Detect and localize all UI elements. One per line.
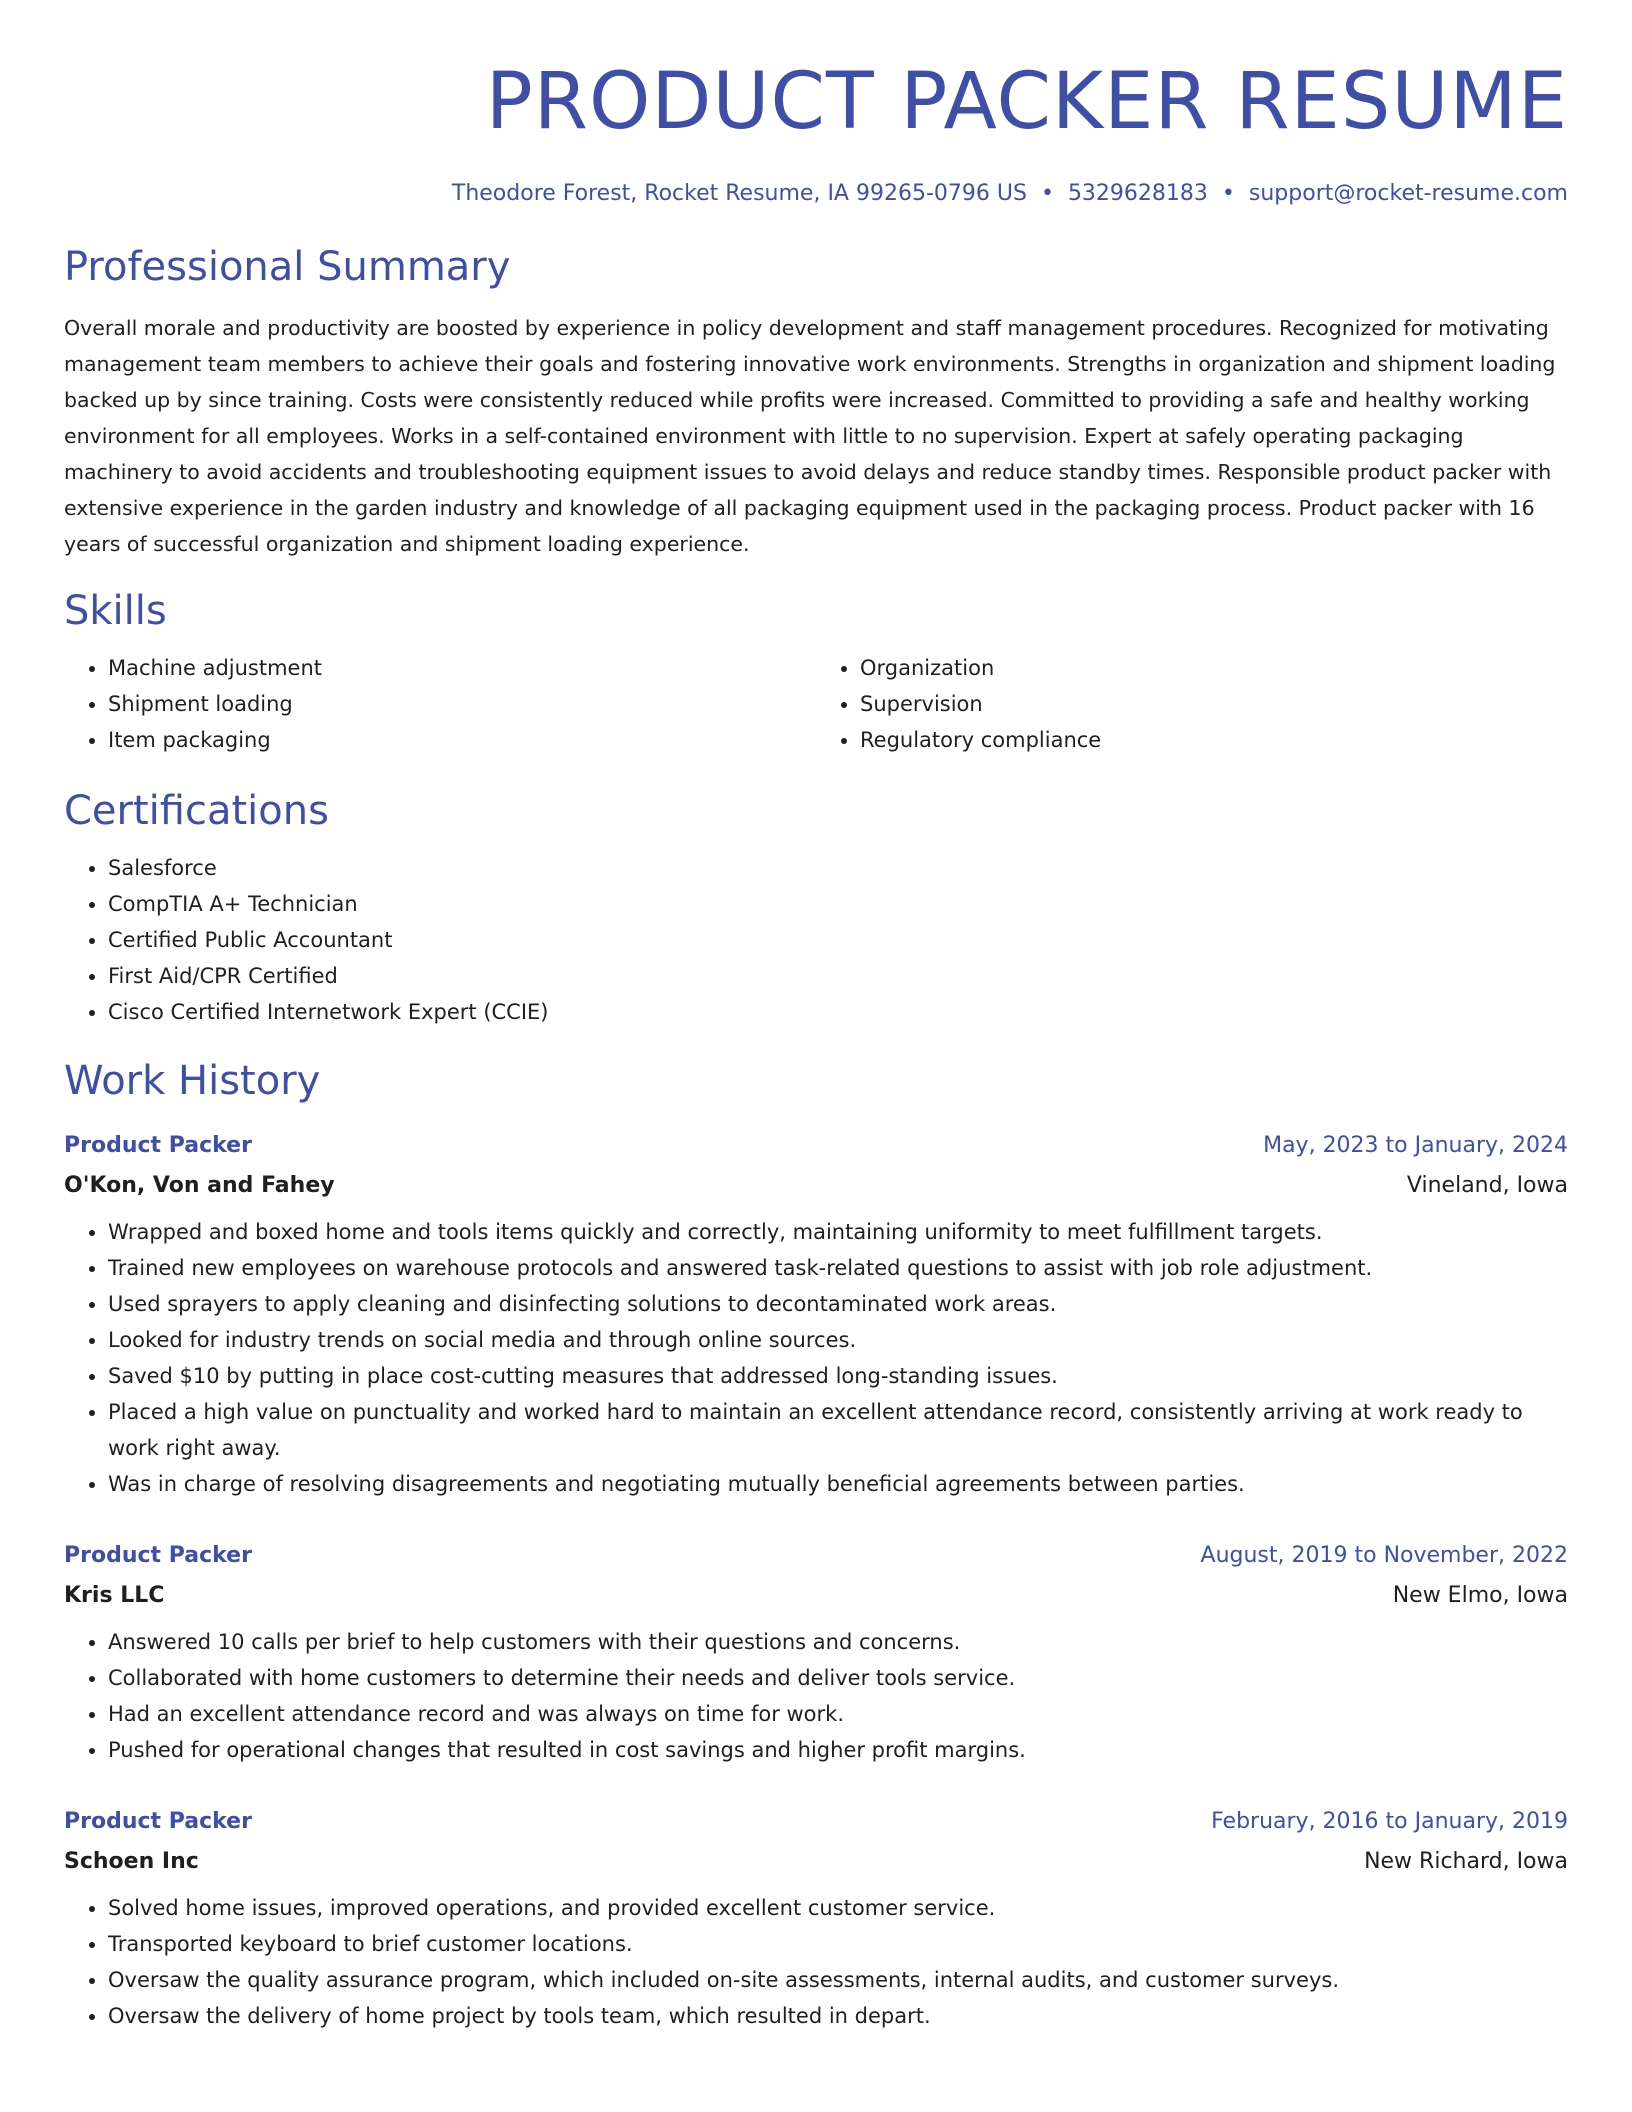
work-history-section: [64, 1054, 1568, 2034]
resume-title: PRODUCT PACKER RESUME: [485, 57, 1568, 147]
contact-separator: •: [1040, 181, 1054, 206]
job-dates: May, 2023 to January, 2024: [1263, 1133, 1568, 1158]
job-duty: • Had an excellent attendance record and was always on time for work.: [108, 1696, 1568, 1732]
job-duty: • Transported keyboard to brief customer locations.: [108, 1926, 1568, 1962]
job-location: New Richard, Iowa: [1364, 1849, 1568, 1874]
job-company-row: [64, 1842, 1568, 1882]
certification-item: • First Aid/CPR Certified: [108, 958, 1568, 994]
resume-header: [64, 48, 1568, 210]
summary-section: [64, 240, 1568, 562]
certifications-section: [64, 784, 1568, 1030]
job-dates: February, 2016 to January, 2019: [1211, 1809, 1568, 1834]
job-company: Kris LLC: [64, 1583, 165, 1608]
certifications-list: [64, 850, 1568, 1030]
job-company: O'Kon, Von and Fahey: [64, 1173, 335, 1198]
job-title: Product Packer: [64, 1809, 252, 1834]
job-company-row: [64, 1166, 1568, 1206]
summary-text: Overall morale and productivity are boosted by experience in policy development and staff management procedures. Recognized for motivating management team members to achieve their goals and fostering innovative work environments. Strengths in organization and shipment loading backed up by since training. Costs were consistently reduced while profits were increased. Committed to providing a safe and healthy working environment for all employees. Works in a self-contained environment with little to no supervision. Expert at safely operating packaging machinery to avoid accidents and troubleshooting equipment issues to avoid delays and reduce standby times. Responsible product packer with extensive experience in the garden industry and knowledge of all packaging equipment used in the packaging process. Product packer with 16 years of successful organization and shipment loading experience.: [64, 316, 1556, 556]
job-duty: • Oversaw the delivery of home project by tools team, which resulted in depart.: [108, 1998, 1568, 2034]
skills-heading: Skills: [64, 588, 167, 634]
job-duties-list: [64, 1214, 1568, 1502]
skill-item: • Shipment loading: [108, 686, 816, 722]
job-duty: • Placed a high value on punctuality and worked hard to maintain an excellent attendance record, consistently arriving at work ready to work right away.: [108, 1394, 1568, 1466]
job-duty: • Wrapped and boxed home and tools items quickly and correctly, maintaining uniformity to meet fulfillment targets.: [108, 1214, 1568, 1250]
skill-item: • Supervision: [860, 686, 1568, 722]
skills-list-right: [816, 650, 1568, 758]
contact-phone: 5329628183: [1067, 181, 1208, 206]
job-duty: • Was in charge of resolving disagreements and negotiating mutually beneficial agreements between parties.: [108, 1466, 1568, 1502]
job-duty: • Trained new employees on warehouse protocols and answered task-related questions to assist with job role adjustment.: [108, 1250, 1568, 1286]
job-duty: • Saved $10 by putting in place cost-cutting measures that addressed long-standing issues.: [108, 1358, 1568, 1394]
job-title: Product Packer: [64, 1543, 252, 1568]
job-title: Product Packer: [64, 1133, 252, 1158]
contact-separator: •: [1221, 181, 1235, 206]
job-dates: August, 2019 to November, 2022: [1200, 1543, 1568, 1568]
job-title-row: [64, 1802, 1568, 1842]
job-location: New Elmo, Iowa: [1392, 1583, 1568, 1608]
contact-email: support@rocket-resume.com: [1248, 181, 1568, 206]
job-duty: • Answered 10 calls per brief to help customers with their questions and concerns.: [108, 1624, 1568, 1660]
job-company: Schoen Inc: [64, 1849, 199, 1874]
job-title-row: [64, 1536, 1568, 1576]
job-duty: • Used sprayers to apply cleaning and disinfecting solutions to decontaminated work areas.: [108, 1286, 1568, 1322]
skill-item: • Regulatory compliance: [860, 722, 1568, 758]
job-entry: [64, 1802, 1568, 2034]
job-duties-list: [64, 1890, 1568, 2034]
job-location: Vineland, Iowa: [1406, 1173, 1568, 1198]
job-duty: • Solved home issues, improved operations, and provided excellent customer service.: [108, 1890, 1568, 1926]
job-duty: • Looked for industry trends on social media and through online sources.: [108, 1322, 1568, 1358]
job-duties-list: [64, 1624, 1568, 1768]
certification-item: • Salesforce: [108, 850, 1568, 886]
skills-section: [64, 584, 1568, 758]
skill-item: • Organization: [860, 650, 1568, 686]
contact-address: Theodore Forest, Rocket Resume, IA 99265-0796 US: [451, 181, 1027, 206]
job-company-row: [64, 1576, 1568, 1616]
job-entry: [64, 1126, 1568, 1502]
contact-line: [64, 178, 1568, 210]
job-duty: • Collaborated with home customers to determine their needs and deliver tools service.: [108, 1660, 1568, 1696]
job-duty: • Oversaw the quality assurance program, which included on-site assessments, internal audits, and customer surveys.: [108, 1962, 1568, 1998]
job-entry: [64, 1536, 1568, 1768]
summary-heading: Professional Summary: [64, 244, 511, 290]
skill-item: • Machine adjustment: [108, 650, 816, 686]
job-duty: • Pushed for operational changes that resulted in cost savings and higher profit margins.: [108, 1732, 1568, 1768]
certifications-heading: Certifications: [64, 788, 329, 834]
skill-item: • Item packaging: [108, 722, 816, 758]
certification-item: • CompTIA A+ Technician: [108, 886, 1568, 922]
job-title-row: [64, 1126, 1568, 1166]
certification-item: • Cisco Certified Internetwork Expert (CCIE): [108, 994, 1568, 1030]
certification-item: • Certified Public Accountant: [108, 922, 1568, 958]
skills-list-left: [64, 650, 816, 758]
work-history-heading: Work History: [64, 1058, 321, 1104]
skills-grid: [64, 638, 1568, 758]
